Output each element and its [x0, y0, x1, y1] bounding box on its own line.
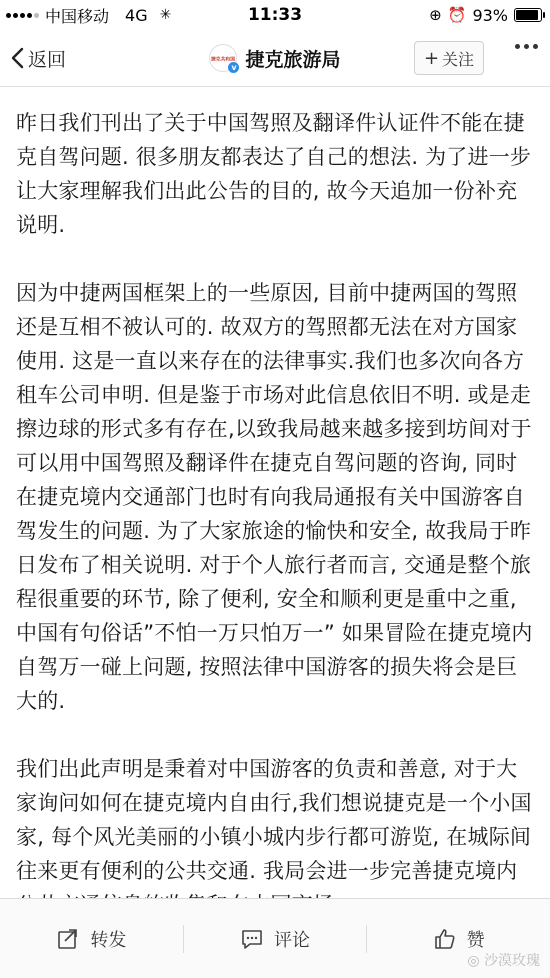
paragraph: 我们出此声明是秉着对中国游客的负责和善意, 对于大家询问如何在捷克境内自由行,我们想说捷克是一个小国家, 每个风光美丽的小镇小城内步行都可游览, 在城际间往来更有便利的公共交通. 我局会进一步完善捷克境内 — [16, 757, 532, 883]
paragraph: 昨日我们刊出了关于中国驾照及翻译件认证件不能在捷克自驾问题. 很多朋友都表达了自己的想法. 为了进一步让大家理解我们出此公告的目的, 故今天追加一份补充说明. — [16, 111, 532, 237]
status-bar — [0, 0, 550, 30]
repost-button[interactable] — [0, 926, 183, 952]
orientation-lock-icon: ⊕ — [429, 6, 442, 24]
network-label: 4G — [125, 5, 148, 25]
chevron-left-icon — [10, 47, 24, 69]
more-dots-icon[interactable] — [515, 44, 538, 49]
status-left — [0, 4, 171, 27]
battery-icon — [514, 8, 542, 22]
weibo-logo-icon: ◎ — [467, 953, 480, 969]
status-right — [429, 6, 550, 25]
watermark-text: 沙漠玫瑰 — [484, 953, 540, 969]
paragraph: 因为中捷两国框架上的一些原因, 目前中捷两国的驾照还是互相不被认可的. 故双方的驾照都无法在对方国家使用. 这是一直以来存在的法律事实.我们也多次向各方租车公司申明. 但是鉴于市场对此信息依旧不明. 或是走擦边球的形式多有存在,以致我局越来越多接到坊间对于可以用中国驾照及翻译件在捷克自驾问题的咨询, 同时在捷克境内交通部门也时有向我局通报有关中国游客自驾发生的问题. 为了大家旅途的愉快和安全, 故我局于昨日发布了相关说明. 对于个人旅行者而言, 交通是整个旅程很重要的环节, 除了便利, 安全和顺利更是重中之重, 中国有句俗话”不怕一万只怕万一” 如果冒险在捷克境内自驾万一碰上问题, 按照法律中国游客的损失将会是巨大的. — [16, 281, 533, 713]
comment-bubble-icon — [240, 927, 264, 951]
logo-text: 捷克共和国 — [211, 56, 236, 62]
account-name: 捷克旅游局 — [245, 48, 341, 71]
like-button[interactable] — [367, 926, 550, 952]
carrier-label: 中国移动 — [45, 6, 110, 26]
bottom-toolbar — [0, 898, 550, 978]
account-avatar — [209, 44, 237, 72]
back-label: 返回 — [28, 48, 67, 71]
status-time: 11:33 — [247, 5, 303, 25]
follow-label: 关注 — [442, 49, 475, 69]
article-body — [16, 106, 536, 894]
follow-button[interactable] — [414, 41, 484, 75]
share-arrow-icon — [56, 927, 80, 951]
like-label: 赞 — [466, 929, 485, 951]
battery-fill — [516, 10, 538, 20]
battery-label: 93% — [472, 5, 508, 25]
signal-icon — [6, 13, 39, 18]
comment-button[interactable] — [184, 926, 367, 952]
watermark — [467, 950, 540, 970]
nav-bar — [0, 30, 550, 87]
comment-label: 评论 — [274, 929, 310, 951]
thumbs-up-icon — [433, 927, 457, 951]
back-button[interactable] — [0, 45, 66, 72]
verified-icon: v — [228, 62, 239, 73]
loading-icon: ✳ — [159, 7, 172, 23]
alarm-icon: ⏰ — [447, 6, 467, 24]
plus-icon: + — [423, 47, 440, 69]
repost-label: 转发 — [90, 929, 127, 951]
